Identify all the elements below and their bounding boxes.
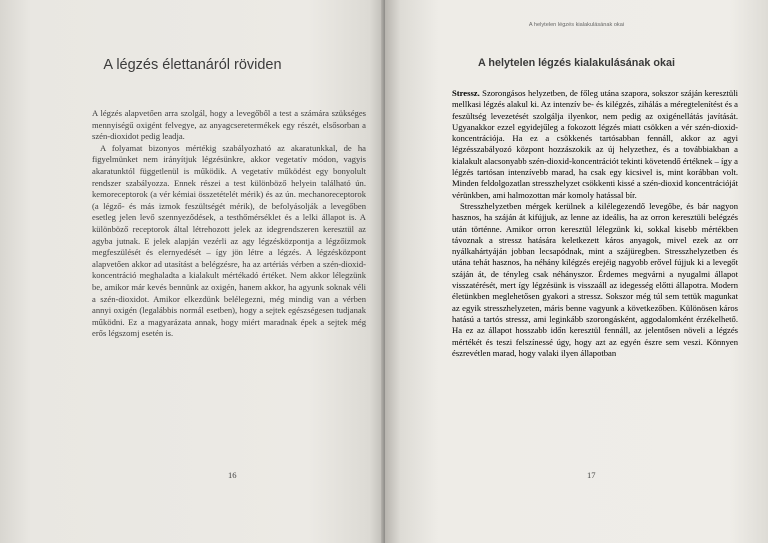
right-paragraph-1 <box>452 88 738 201</box>
page-number-right: 17 <box>587 470 596 480</box>
right-paragraph-1-text: Szorongásos helyzetben, de főleg utána szapora, sokszor száján keresztüli mellkasi légzés alakul ki. Az intenzív be- és kilégzés, zihálás a méregtelenítést és a feszültség levezetését szolgálja ilyenkor, nem pedig az oxigénellátás javítását. Ugyanakkor ezzel egyidejűleg a fokozott légzés miatt csökken a vér szén-dioxid-koncentrációja. Ha ez a csökkenés tartósabban fennáll, akkor az agyi légzésszabályozó központ hozzászokik az új helyzethez, és a továbbiakban a kialakult alacsonyabb szén-dioxid-koncentrációt tekinti követendő értéknek – így a légzés tartósan intenzívebb marad, ha csak egy kicsivel is, mint korábban volt. Minden feldolgozatlan stresszhelyzet csökkenti kissé a szén-dioxid koncentrációját vérünkben, ami halmozottan már komoly hatással bír. <box>452 88 738 200</box>
page-number-left: 16 <box>228 470 237 480</box>
running-head: A helytelen légzés kialakulásának okai <box>528 22 625 28</box>
right-paragraph-2: Stresszhelyzetben mérgek kerülnek a kilélegezendő levegőbe, és bár nagyon hasznos, ha száján át kifújjuk, az lenne az ideális, ha az orron keresztüli belégzés után történne. Amikor orron keresztül lélegzünk ki, sokkal kisebb mértékben távoznak a stressz hatására keletkezett káros anyagok, mivel ezek az orr nyálkahártyáján jobban lecsapódnak, mint a szájüregben. Stresszhelyzetben és utána tehát hasznos, ha néhány kilégzés erejéig nagyobb erővel fújjuk ki a levegőt száján át, de tényleg csak néhányszor. Érdemes megvárni a nyugalmi állapot visszatérését, mert így légzésünk is visszaáll az idegesség előtti állapotra. Modern életünkben meglehetősen gyakori a stressz. Sokszor még túl sem tettük magunkat az egyik stresszhelyzeten, máris benne vagyunk a következőben. Különösen káros hatású a tartós stressz, ami leginkább szorongásként, aggodalomként érzékelhető. Ha ez az állapot hosszabb időn keresztül fennáll, az jelentősen növeli a légzés mértékét és teszi felszínessé úgy, hogy azt az egyén észre sem veszi. Könnyen észrevétlen marad, hogy valaki ilyen állapotban <box>452 200 738 358</box>
chapter-title: A légzés élettanáról röviden <box>103 57 282 73</box>
right-body-text <box>452 88 738 359</box>
lead-word: Stressz. <box>452 88 480 98</box>
section-title: A helytelen légzés kialakulásának okai <box>477 57 676 69</box>
left-body-text <box>92 108 366 340</box>
left-paragraph-2: A folyamat bizonyos mértékig szabályozható az akaratunkkal, de ha figyelmünket nem irányítjuk légzésünkre, akkor vegetatív módon, vagyis akaratunktól függetlenül is működik. A vegetatív működést egy bonyolult rendszer szabályozza. Ennek részei a test különböző helyein található ún. kemoreceptorok (a vér kémiai összetételét mérik) és az ún. mechanoreceptorok (a légző- és más izmok feszültségét mérik), de befolyásolják a levegőben esetleg jelen levő szennyeződések, a testhőmérséklet és a lelki állapot is. A különböző receptorok által létrehozott jelek az idegrendszeren keresztül az agyba jutnak. E jelek alapján vezérli az agy légzésközpontja a légzőizmok megfeszülését és elernyedését – így jön létre a légzés. A légzésközpont alapvetően akkor ad utasítást a belégzésre, ha az artériás vérben a szén-dioxid-koncentráció meghaladta a kialakult mértékadó értéket. Nem akkor lélegzünk be, amikor már kevés bennünk az oxigén, hanem akkor, ha agyunk soknak véli a szén-dioxidot. Amikor elkezdünk belélegezni, még mindig van a vérben annyi oxigén (legalábbis normál esetben), hogy a sejtek egészségesen tudjanak működni. Ez a magyarázata annak, hogy miért maradnak épek a sejtek még erős légszomj esetén is. <box>92 142 366 339</box>
left-paragraph-1: A légzés alapvetően arra szolgál, hogy a levegőből a test a számára szükséges mennyiségű oxigént felvegye, az anyagcseretermékek egy részét, elsősorban a szén-dioxidot pedig leadja. <box>92 108 366 142</box>
